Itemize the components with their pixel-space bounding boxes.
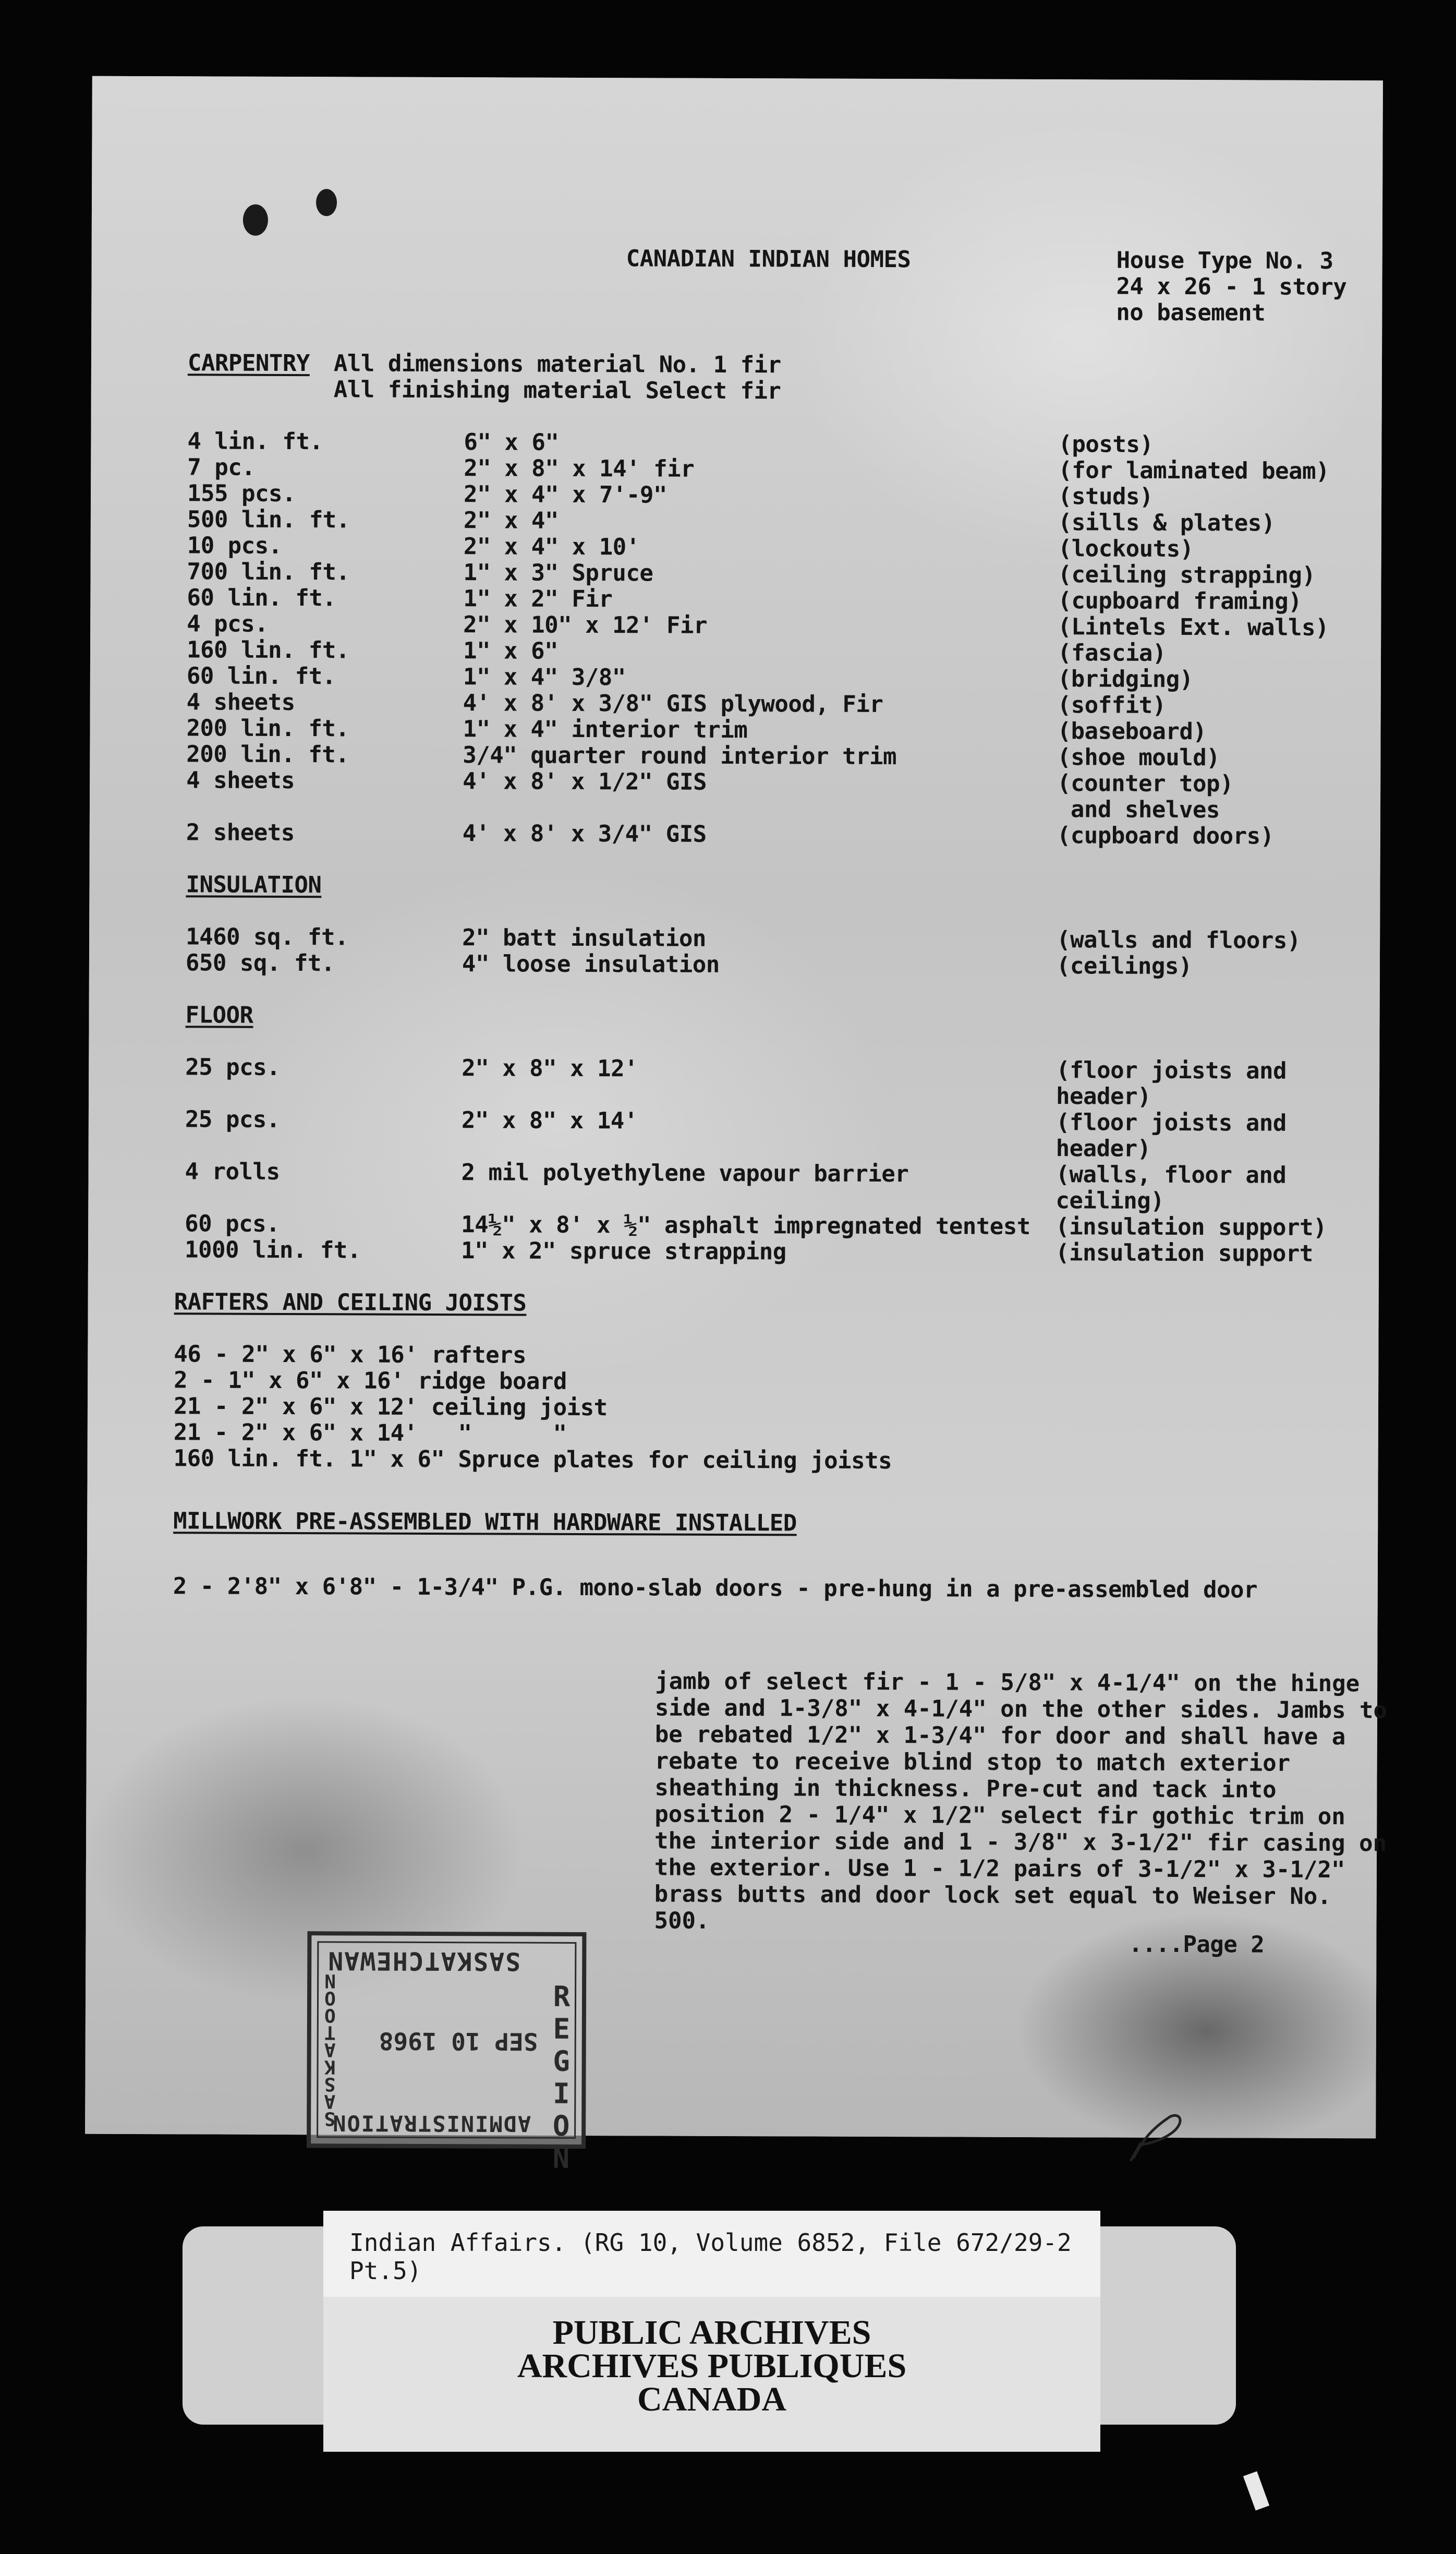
item-qty: 1460 sq. ft. xyxy=(186,923,349,951)
item-qty: 155 pcs. xyxy=(187,480,296,508)
item-use: (posts) xyxy=(1058,431,1154,458)
item-use: (cupboard doors) xyxy=(1057,822,1274,850)
carpentry-note: All finishing material Select fir xyxy=(333,376,781,405)
item-desc: 2" x 8" x 14' xyxy=(461,1107,638,1135)
item-qty: 500 lin. ft. xyxy=(187,506,350,534)
item-use: header) xyxy=(1055,1083,1151,1110)
item-use: (Lintels Ext. walls) xyxy=(1058,613,1329,641)
item-use: (shoe mould) xyxy=(1057,744,1220,772)
carpentry-note: All dimensions material No. 1 fir xyxy=(333,350,781,379)
insulation-heading: INSULATION xyxy=(186,871,322,899)
received-stamp xyxy=(307,1931,586,2175)
item-use: (studs) xyxy=(1058,483,1154,510)
item-use: and shelves xyxy=(1057,796,1220,824)
item-use: (floor joists and xyxy=(1055,1109,1287,1137)
stamp-right-text: R E G I O N xyxy=(552,1980,571,2175)
item-qty: 650 sq. ft. xyxy=(185,949,335,977)
rafter-line: 46 - 2" x 6" x 16' rafters xyxy=(174,1341,527,1369)
stamp-bottom-text: ADMINISTRATION xyxy=(332,2110,531,2137)
item-use: (insulation support) xyxy=(1055,1213,1327,1241)
millwork-first-line: 2 - 2'8" x 6'8" - 1-3/4" P.G. mono-slab doors - pre-hung in a pre-assembled door xyxy=(173,1573,1258,1604)
item-use: (baseboard) xyxy=(1057,718,1207,745)
document-page xyxy=(85,76,1388,2175)
house-type-line: 24 x 26 - 1 story xyxy=(1116,273,1347,301)
item-qty: 25 pcs. xyxy=(185,1054,281,1081)
item-desc: 1" x 2" Fir xyxy=(463,585,613,613)
item-desc: 2" x 4" x 7'-9" xyxy=(464,481,668,509)
item-qty: 4 lin. ft. xyxy=(187,428,323,455)
item-desc: 4" loose insulation xyxy=(462,950,720,978)
house-type-line: no basement xyxy=(1116,299,1266,327)
rafters-heading: RAFTERS AND CEILING JOISTS xyxy=(174,1288,527,1317)
item-qty: 200 lin. ft. xyxy=(186,741,349,768)
item-desc: 1" x 4" 3/8" xyxy=(463,664,626,691)
carpentry-heading: CARPENTRY xyxy=(187,350,310,377)
item-use: (ceiling strapping) xyxy=(1058,561,1316,589)
archive-reference-label xyxy=(323,2211,1100,2297)
item-desc: 4' x 8' x 1/2" GIS xyxy=(463,768,707,796)
item-qty: 4 sheets xyxy=(186,767,295,794)
rafter-line: 21 - 2" x 6" x 12' ceiling joist xyxy=(173,1393,608,1421)
item-desc: 2" x 8" x 12' xyxy=(462,1055,638,1082)
item-qty: 2 sheets xyxy=(186,819,295,847)
item-qty: 10 pcs. xyxy=(187,532,282,559)
rafter-line: 160 lin. ft. 1" x 6" Spruce plates for ceiling joists xyxy=(173,1445,892,1475)
item-use: (bridging) xyxy=(1057,666,1193,693)
item-qty: 4 sheets xyxy=(186,689,295,716)
item-use: (counter top) xyxy=(1057,770,1234,798)
item-use: (walls and floors) xyxy=(1057,926,1301,954)
item-desc: 2" x 8" x 14' fir xyxy=(464,455,695,483)
archive-line-2: ARCHIVES PUBLIQUES xyxy=(517,2347,907,2385)
item-qty: 25 pcs. xyxy=(185,1106,280,1133)
item-qty: 4 pcs. xyxy=(187,610,269,637)
stamp-left-text: S A S K A T O O N xyxy=(324,1970,336,2129)
item-desc: 4' x 8' x 3/8" GIS plywood, Fir xyxy=(463,690,883,718)
item-use: (cupboard framing) xyxy=(1058,587,1302,615)
item-qty: 7 pc. xyxy=(187,454,256,481)
item-desc: 2 mil polyethylene vapour barrier xyxy=(461,1159,909,1188)
item-qty: 1000 lin. ft. xyxy=(184,1236,361,1264)
item-qty: 160 lin. ft. xyxy=(186,636,350,664)
punch-hole xyxy=(316,189,337,216)
item-use: (soffit) xyxy=(1057,692,1166,719)
item-use: (walls, floor and xyxy=(1055,1161,1287,1189)
punch-hole xyxy=(243,204,268,236)
stamp-date: SEP 10 1968 xyxy=(379,2027,538,2056)
item-qty: 4 rolls xyxy=(185,1158,280,1185)
archive-reference: Indian Affairs. (RG 10, Volume 6852, File 672/29-2 Pt.5) xyxy=(349,2228,1072,2285)
archive-line-3: CANADA xyxy=(637,2380,786,2418)
item-use: (for laminated beam) xyxy=(1058,457,1330,485)
item-desc: 6" x 6" xyxy=(464,429,559,456)
item-use: ceiling) xyxy=(1055,1187,1164,1214)
item-desc: 3/4" quarter round interior trim xyxy=(463,742,897,770)
page-continuation: ....Page 2 xyxy=(1129,1931,1265,1958)
item-qty: 60 lin. ft. xyxy=(187,584,336,612)
item-desc: 14½" x 8' x ½" asphalt impregnated tentest xyxy=(461,1211,1030,1240)
house-type-line: House Type No. 3 xyxy=(1116,247,1333,275)
millwork-paragraph: jamb of select fir - 1 - 5/8" x 4-1/4" on the hinge side and 1-3/8" x 4-1/4" on the other sides. Jambs to be rebated 1/2" x 1-3/4" for door and shall have a rebate to receive blind stop to match exterior sheathing in thickness. Pre-cut and tack into position 2 - 1/4" x 1/2" select fir gothic trim on the interior side and 1 - 3/8" x 3-1/2" fir casing on the exterior. Use 1 - 1/2 pairs of 3-1/2" x 3-1/2" brass butts and door lock set equal to Weiser No. 500. xyxy=(654,1668,1388,1934)
item-desc: 1" x 6" xyxy=(463,637,559,665)
archive-line-1: PUBLIC ARCHIVES xyxy=(552,2314,871,2352)
floor-heading: FLOOR xyxy=(185,1002,253,1029)
stamp-top-text: SASKATCHEWAN xyxy=(327,1946,521,1976)
item-qty: 200 lin. ft. xyxy=(186,715,349,742)
signature-mark xyxy=(1123,2106,1206,2164)
item-use: (sills & plates) xyxy=(1058,509,1275,537)
item-use: (insulation support xyxy=(1055,1239,1313,1267)
item-desc: 4' x 8' x 3/4" GIS xyxy=(462,820,707,848)
item-desc: 2" x 4" x 10' xyxy=(463,533,640,561)
item-desc: 1" x 2" spruce strapping xyxy=(460,1237,786,1266)
item-desc: 2" batt insulation xyxy=(462,924,707,952)
document-title: CANADIAN INDIAN HOMES xyxy=(626,245,911,273)
item-qty: 60 pcs. xyxy=(185,1210,280,1237)
rafter-line: 21 - 2" x 6" x 14' " " xyxy=(173,1419,567,1447)
item-desc: 1" x 4" interior trim xyxy=(463,716,748,744)
millwork-heading: MILLWORK PRE-ASSEMBLED WITH HARDWARE INSTALLED xyxy=(173,1508,797,1537)
item-use: (floor joists and xyxy=(1056,1057,1287,1085)
item-qty: 700 lin. ft. xyxy=(187,558,350,586)
pencil-mark xyxy=(1243,2471,1269,2510)
item-desc: 2" x 4" xyxy=(463,507,559,534)
item-desc: 2" x 10" x 12' Fir xyxy=(463,611,708,639)
item-use: (lockouts) xyxy=(1058,535,1194,563)
rafter-line: 2 - 1" x 6" x 16' ridge board xyxy=(174,1367,567,1395)
item-use: header) xyxy=(1055,1135,1151,1162)
item-use: (fascia) xyxy=(1057,640,1167,667)
item-desc: 1" x 3" Spruce xyxy=(463,559,653,587)
item-use: (ceilings) xyxy=(1056,953,1192,980)
item-qty: 60 lin. ft. xyxy=(186,662,336,690)
